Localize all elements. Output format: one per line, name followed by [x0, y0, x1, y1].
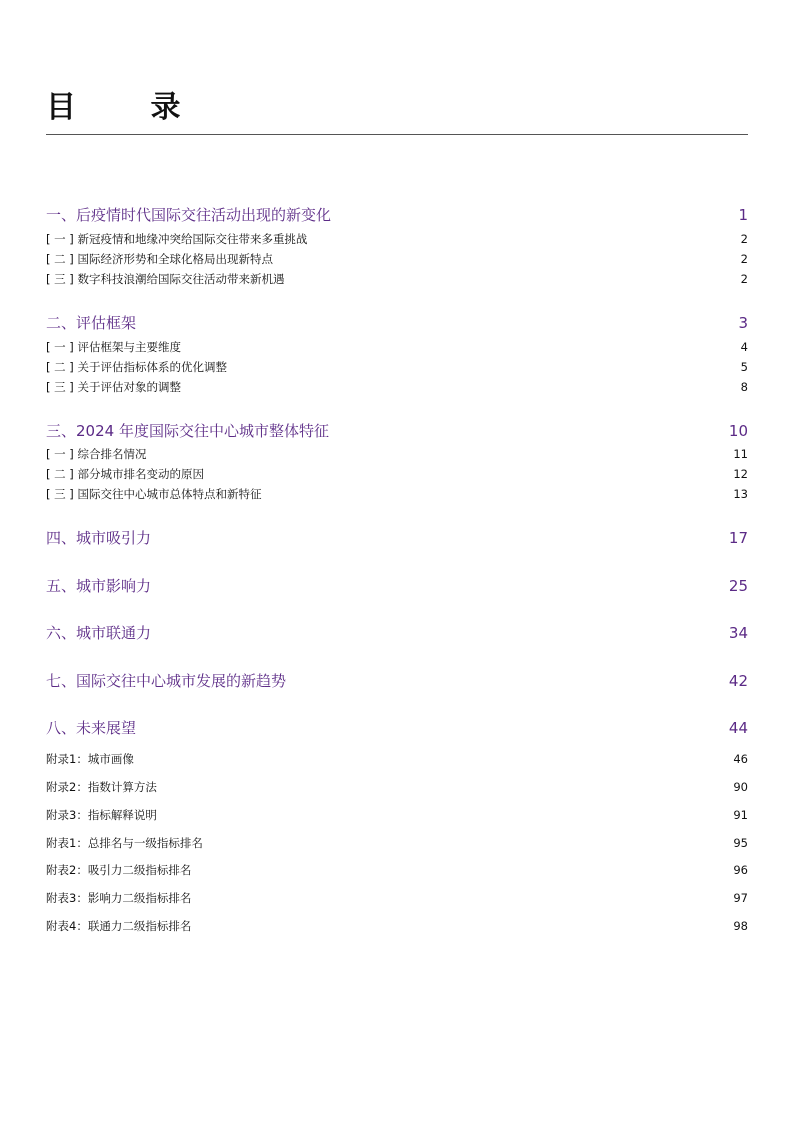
toc-section-label: 一、后疫情时代国际交往活动出现的新变化 — [46, 206, 332, 224]
toc-page-number: 10 — [728, 422, 748, 440]
toc-section-1[interactable] — [46, 204, 748, 225]
toc-appendix-label: 附表1：总排名与一级指标排名 — [46, 836, 203, 850]
toc-page-number: 11 — [733, 447, 748, 461]
toc-section-label: 六、城市联通力 — [46, 624, 152, 642]
toc-page-number: 98 — [733, 919, 748, 933]
toc-section-7[interactable] — [46, 670, 748, 691]
toc-subsection-label: [ 二 ] 部分城市排名变动的原因 — [46, 467, 204, 481]
toc-subsection[interactable] — [46, 339, 748, 355]
toc-page-number: 90 — [733, 780, 748, 794]
toc-page-number: 2 — [740, 272, 748, 286]
toc-appendix-label: 附录2：指数计算方法 — [46, 780, 157, 794]
toc-page-number: 46 — [733, 752, 748, 766]
toc-appendix[interactable] — [46, 807, 748, 823]
toc-page-number: 96 — [733, 863, 748, 877]
toc-page-number: 25 — [728, 577, 748, 595]
toc-page-number: 2 — [740, 232, 748, 246]
toc-appendix[interactable] — [46, 890, 748, 906]
toc-appendix[interactable] — [46, 835, 748, 851]
toc-subsection-label: [ 二 ] 关于评估指标体系的优化调整 — [46, 360, 227, 374]
toc-section-label: 五、城市影响力 — [46, 577, 152, 595]
toc-section-label: 三、2024 年度国际交往中心城市整体特征 — [46, 422, 329, 440]
toc-page-number: 12 — [733, 467, 748, 481]
toc-subsection-label: [ 二 ] 国际经济形势和全球化格局出现新特点 — [46, 252, 273, 266]
toc-page-number: 3 — [738, 314, 748, 332]
toc-section-label: 二、评估框架 — [46, 314, 137, 332]
page-title: 目 录 — [46, 90, 213, 125]
toc-page-number: 1 — [738, 206, 748, 224]
toc-subsection-label: [ 三 ] 数字科技浪潮给国际交往活动带来新机遇 — [46, 272, 285, 286]
toc-subsection[interactable] — [46, 446, 748, 462]
toc-page-number: 2 — [740, 252, 748, 266]
toc-appendix-label: 附表3：影响力二级指标排名 — [46, 891, 192, 905]
toc-section-label: 七、国际交往中心城市发展的新趋势 — [46, 672, 287, 690]
toc-subsection[interactable] — [46, 466, 748, 482]
toc-appendix[interactable] — [46, 751, 748, 767]
toc-appendix[interactable] — [46, 779, 748, 795]
toc-section-2[interactable] — [46, 312, 748, 333]
toc-section-label: 八、未来展望 — [46, 719, 137, 737]
toc-page-number: 8 — [740, 380, 748, 394]
toc-appendix-label: 附录1：城市画像 — [46, 752, 134, 766]
toc-section-6[interactable] — [46, 622, 748, 643]
toc-page-number: 13 — [733, 487, 748, 501]
toc-appendix-label: 附表2：吸引力二级指标排名 — [46, 863, 192, 877]
toc-subsection-label: [ 一 ] 综合排名情况 — [46, 447, 147, 461]
toc-section-4[interactable] — [46, 527, 748, 548]
toc-appendix[interactable] — [46, 862, 748, 878]
toc-page-number: 34 — [728, 624, 748, 642]
toc-page-number: 4 — [740, 340, 748, 354]
toc-subsection-label: [ 三 ] 国际交往中心城市总体特点和新特征 — [46, 487, 262, 501]
toc-subsection[interactable] — [46, 251, 748, 267]
toc-page-number: 17 — [728, 529, 748, 547]
title-divider — [46, 134, 748, 135]
toc-subsection[interactable] — [46, 271, 748, 287]
toc-appendix-label: 附录3：指标解释说明 — [46, 808, 157, 822]
toc-subsection[interactable] — [46, 231, 748, 247]
toc-section-5[interactable] — [46, 575, 748, 596]
toc-page-number: 5 — [740, 360, 748, 374]
toc-subsection[interactable] — [46, 359, 748, 375]
toc-section-label: 四、城市吸引力 — [46, 529, 152, 547]
toc-section-3[interactable] — [46, 420, 748, 441]
toc-subsection-label: [ 一 ] 评估框架与主要维度 — [46, 340, 181, 354]
toc-page-number: 95 — [733, 836, 748, 850]
toc-page-number: 91 — [733, 808, 748, 822]
toc-subsection[interactable] — [46, 379, 748, 395]
toc-appendix-label: 附表4：联通力二级指标排名 — [46, 919, 192, 933]
toc-section-8[interactable] — [46, 717, 748, 738]
toc-subsection[interactable] — [46, 486, 748, 502]
toc-subsection-label: [ 一 ] 新冠疫情和地缘冲突给国际交往带来多重挑战 — [46, 232, 308, 246]
toc-subsection-label: [ 三 ] 关于评估对象的调整 — [46, 380, 181, 394]
toc-page-number: 97 — [733, 891, 748, 905]
toc-page-number: 44 — [728, 719, 748, 737]
toc-appendix[interactable] — [46, 918, 748, 934]
toc-page-number: 42 — [728, 672, 748, 690]
